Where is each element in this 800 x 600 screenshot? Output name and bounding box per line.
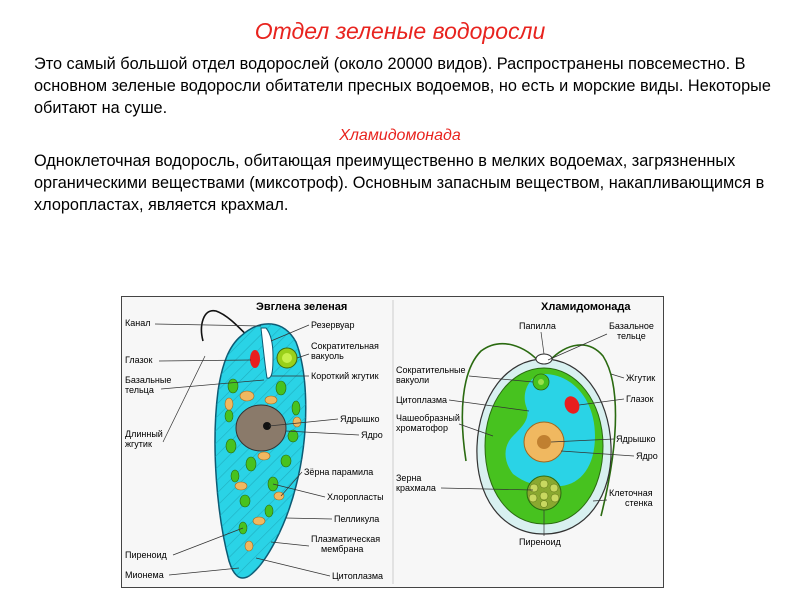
label-vacuoles-2: вакуоли [396, 375, 430, 385]
subheading: Хламидомонада [339, 127, 461, 144]
label-chromatophore-2: хроматофор [396, 423, 448, 433]
label-basal-body-2: тельце [617, 331, 646, 341]
eyespot [250, 350, 260, 368]
label-flagellum-2: жгутик [125, 439, 152, 449]
euglena-nucleus [236, 405, 286, 451]
label-chlamy-pyrenoid: Пиреноид [519, 537, 561, 547]
label-starch-1: Зерна [396, 473, 422, 483]
description-paragraph: Одноклеточная водоросль, обитающая преимущественно в мелких водоемах, загрязненных органическими веществами (миксотроф). Основным запасным веществом, накапливающимся в хлоропластах, является крахмал. [34, 152, 765, 214]
label-reservoir: Резервуар [311, 320, 355, 330]
label-basal-body-1: Базальное [609, 321, 654, 331]
label-short-flagellum: Короткий жгутик [311, 371, 379, 381]
label-nucleus: Ядро [361, 430, 383, 440]
label-vacuoles-1: Сократительные [396, 365, 466, 375]
vacuole-center [282, 353, 292, 363]
label-chlamy-nucleolus: Ядрышко [616, 434, 656, 444]
label-nucleolus: Ядрышко [340, 414, 380, 424]
label-wall-2: стенка [625, 498, 653, 508]
euglena-title: Эвглена зеленая [256, 301, 348, 313]
label-membrane-2: мембрана [321, 544, 364, 554]
label-cytoplasm: Цитоплазма [332, 571, 384, 581]
intro-paragraph: Это самый большой отдел водорослей (около 20000 видов). Распространены повсеместно. В основном зеленые водоросли обитатели пресных водоемов, но есть и морские виды. Некоторые обитают на суше. [34, 55, 771, 117]
label-papilla: Папилла [519, 321, 556, 331]
label-basal-2: тельца [125, 385, 154, 395]
chlamy-nucleolus [537, 435, 551, 449]
chlamy-vacuole-center [538, 379, 544, 385]
label-vacuole-1: Сократительная [311, 341, 379, 351]
label-flagellum-1: Длинный [125, 429, 163, 439]
label-pyrenoid: Пиреноид [125, 550, 167, 560]
label-pellicle: Пелликула [334, 514, 380, 524]
label-chloroplasts: Хлоропласты [327, 492, 384, 502]
label-starch-2: крахмала [396, 483, 436, 493]
label-basal-1: Базальные [125, 375, 172, 385]
label-chlamy-cytoplasm: Цитоплазма [396, 395, 448, 405]
label-vacuole-2: вакуоль [311, 351, 344, 361]
label-myoneme: Мионема [125, 570, 164, 580]
label-eyespot: Глазок [125, 355, 153, 365]
label-canal: Канал [125, 318, 151, 328]
label-membrane-1: Плазматическая [311, 534, 381, 544]
label-chromatophore-1: Чашеобразный [396, 413, 460, 423]
cell-diagram-figure [121, 296, 664, 588]
label-paramylon: Зёрна парамила [304, 467, 374, 477]
page-title: Отдел зеленые водоросли [254, 18, 546, 44]
label-chlamy-eyespot: Глазок [626, 394, 654, 404]
label-wall-1: Клеточная [609, 488, 653, 498]
label-chlamy-nucleus: Ядро [636, 451, 658, 461]
chlamydomonas-title: Хламидомонада [541, 301, 631, 313]
label-chlamy-flagellum: Жгутик [626, 373, 656, 383]
